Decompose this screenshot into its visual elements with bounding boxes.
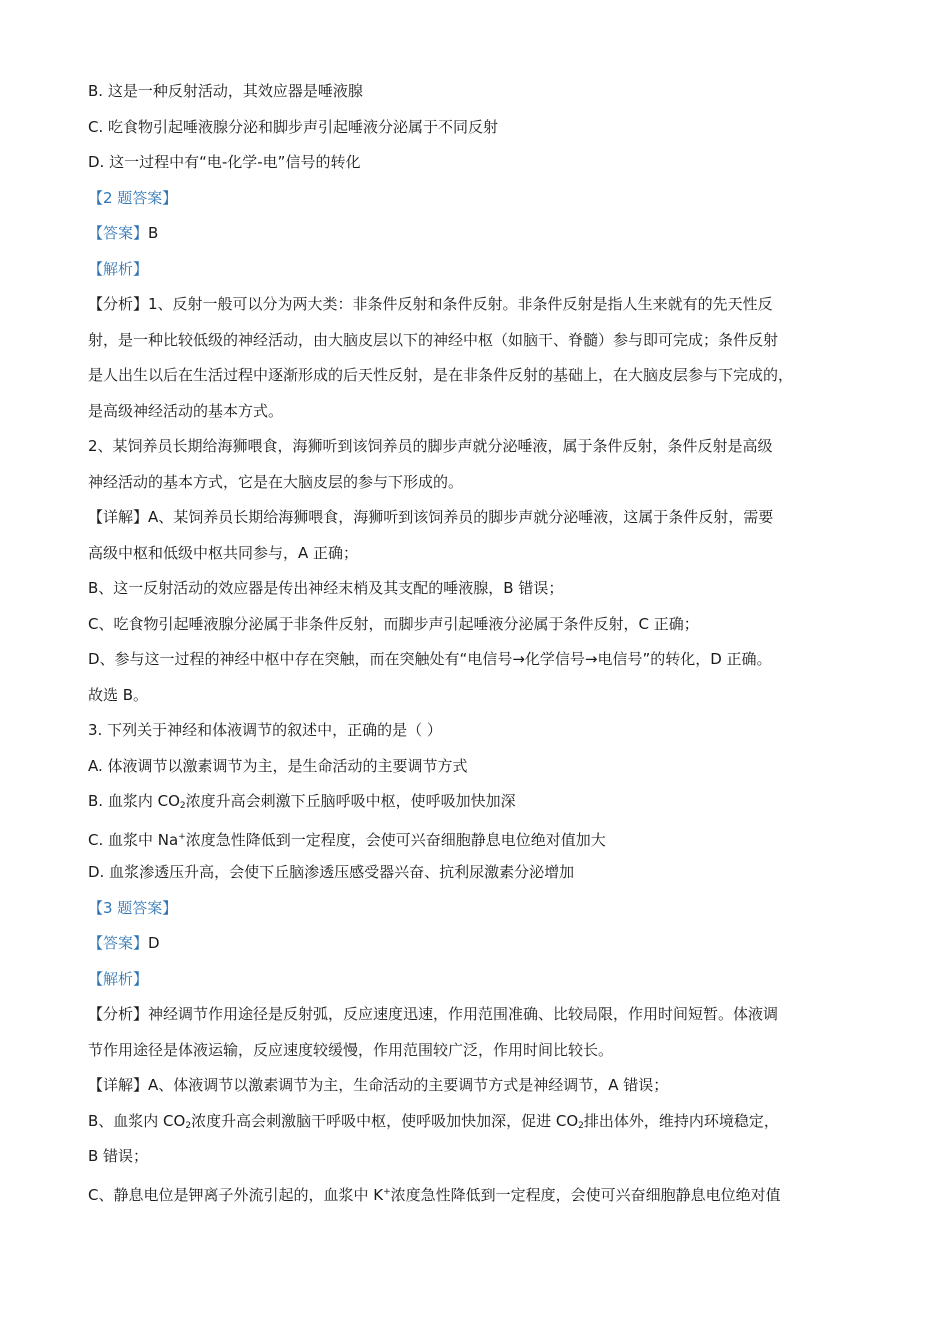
q3-option-c-text: C. 血浆中 Na <box>88 830 179 849</box>
superscript: + <box>178 831 186 842</box>
q3-xiangjie-line-4 <box>88 1175 878 1211</box>
q3-option-c <box>88 820 878 856</box>
q3-option-b-text: B. 血浆内 CO <box>88 792 180 810</box>
q2-xiangjie-line-6: 故选 B。 <box>88 685 149 704</box>
q2-option-d: D. 这一过程中有“电-化学-电”信号的转化 <box>88 153 361 171</box>
subscript: 2 <box>185 1120 192 1131</box>
q3-stem: 3. 下列关于神经和体液调节的叙述中，正确的是（ ） <box>88 721 442 739</box>
q2-xiangjie-line-1 <box>88 500 878 536</box>
q3-analysis-header: 【解析】 <box>88 969 149 988</box>
xiangjie-b-text-1: B、血浆内 CO <box>88 1111 186 1130</box>
xiangjie-c-text-1: C、静息电位是钾离子外流引起的，血浆中 K <box>88 1185 384 1204</box>
xiangjie-tag: 【详解】 <box>88 508 149 526</box>
q2-option-c: C. 吃食物引起唾液腺分泌和脚步声引起唾液分泌属于不同反射 <box>88 117 499 136</box>
q3-xiangjie-line-3: B 错误； <box>88 1147 149 1165</box>
q3-option-d: D. 血浆渗透压升高，会使下丘脑渗透压感受器兴奋、抗利尿激素分泌增加 <box>88 863 575 881</box>
q2-fenxi-line-3: 是人出生以后在生活过程中逐渐形成的后天性反射，是在非条件反射的基础上，在大脑皮层参与下完成的， <box>88 366 794 384</box>
q2-fenxi-line-6: 神经活动的基本方式，它是在大脑皮层的参与下形成的。 <box>88 472 464 491</box>
answer-tag: 【答案】 <box>88 934 149 952</box>
q3-option-b-text-2: 浓度升高会刺激下丘脑呼吸中枢，使呼吸加快加深 <box>185 792 516 810</box>
q3-answer-line <box>88 926 878 962</box>
q3-option-a: A. 体液调节以激素调节为主，是生命活动的主要调节方式 <box>88 756 468 775</box>
q2-answer-line <box>88 216 878 252</box>
q3-xiangjie-line-2 <box>88 1104 878 1140</box>
subscript: 2 <box>578 1120 584 1131</box>
q2-xiangjie-line-5: D、参与这一过程的神经中枢中存在突触，而在突触处有“电信号→化学信号→电信号”的转化，D 正确。 <box>88 650 772 668</box>
xiangjie-b-text-2: 浓度升高会刺激脑干呼吸中枢，使呼吸加快加深，促进 CO <box>191 1111 579 1130</box>
xiangjie-tag: 【详解】 <box>88 1076 149 1094</box>
q3-fenxi-line-1 <box>88 997 878 1033</box>
fenxi-text: 1、反射一般可以分为两大类：非条件反射和条件反射。非条件反射是指人生来就有的先天性反 <box>148 295 773 313</box>
superscript: + <box>383 1186 391 1197</box>
xiangjie-text: A、体液调节以激素调节为主，生命活动的主要调节方式是神经调节，A 错误； <box>148 1076 669 1094</box>
answer-tag: 【答案】 <box>88 224 149 242</box>
fenxi-tag: 【分析】 <box>88 295 149 313</box>
document-page <box>88 74 878 1210</box>
q2-fenxi-line-1 <box>88 287 878 323</box>
q2-xiangjie-line-2: 高级中枢和低级中枢共同参与，A 正确； <box>88 543 359 562</box>
answer-value: B <box>148 224 159 242</box>
q3-fenxi-line-2: 节作用途径是体液运输，反应速度较缓慢，作用范围较广泛，作用时间比较长。 <box>88 1040 614 1059</box>
q2-xiangjie-line-3: B、这一反射活动的效应器是传出神经末梢及其支配的唾液腺，B 错误； <box>88 579 564 597</box>
q2-option-b: B. 这是一种反射活动，其效应器是唾液腺 <box>88 82 363 100</box>
q2-analysis-header: 【解析】 <box>88 259 149 278</box>
xiangjie-text: A、某饲养员长期给海狮喂食，海狮听到该饲养员的脚步声就分泌唾液，这属于条件反射，需要 <box>148 508 774 526</box>
fenxi-tag: 【分析】 <box>88 1005 149 1023</box>
xiangjie-b-text-3: 排出体外，维持内环境稳定， <box>583 1111 779 1130</box>
q3-xiangjie-line-1 <box>88 1068 878 1104</box>
q3-answer-header: 【3 题答案】 <box>88 898 178 917</box>
q3-option-b <box>88 784 878 820</box>
q3-option-c-text-2: 浓度急性降低到一定程度，会使可兴奋细胞静息电位绝对值加大 <box>185 830 606 849</box>
q2-xiangjie-line-4: C、吃食物引起唾液腺分泌属于非条件反射，而脚步声引起唾液分泌属于条件反射，C 正确； <box>88 614 699 633</box>
fenxi-text: 神经调节作用途径是反射弧，反应速度迅速，作用范围准确、比较局限，作用时间短暂。体液调 <box>148 1005 779 1023</box>
answer-value: D <box>148 934 160 952</box>
q2-answer-header: 【2 题答案】 <box>88 188 178 207</box>
xiangjie-c-text-2: 浓度急性降低到一定程度，会使可兴奋细胞静息电位绝对值 <box>390 1185 781 1204</box>
q2-fenxi-line-4: 是高级神经活动的基本方式。 <box>88 401 284 420</box>
q2-fenxi-line-2: 射，是一种比较低级的神经活动，由大脑皮层以下的神经中枢（如脑干、脊髓）参与即可完成；条件反射 <box>88 330 779 349</box>
q2-fenxi-line-5: 2、某饲养员长期给海狮喂食，海狮听到该饲养员的脚步声就分泌唾液，属于条件反射，条件反射是高级 <box>88 437 773 455</box>
subscript: 2 <box>179 801 186 811</box>
